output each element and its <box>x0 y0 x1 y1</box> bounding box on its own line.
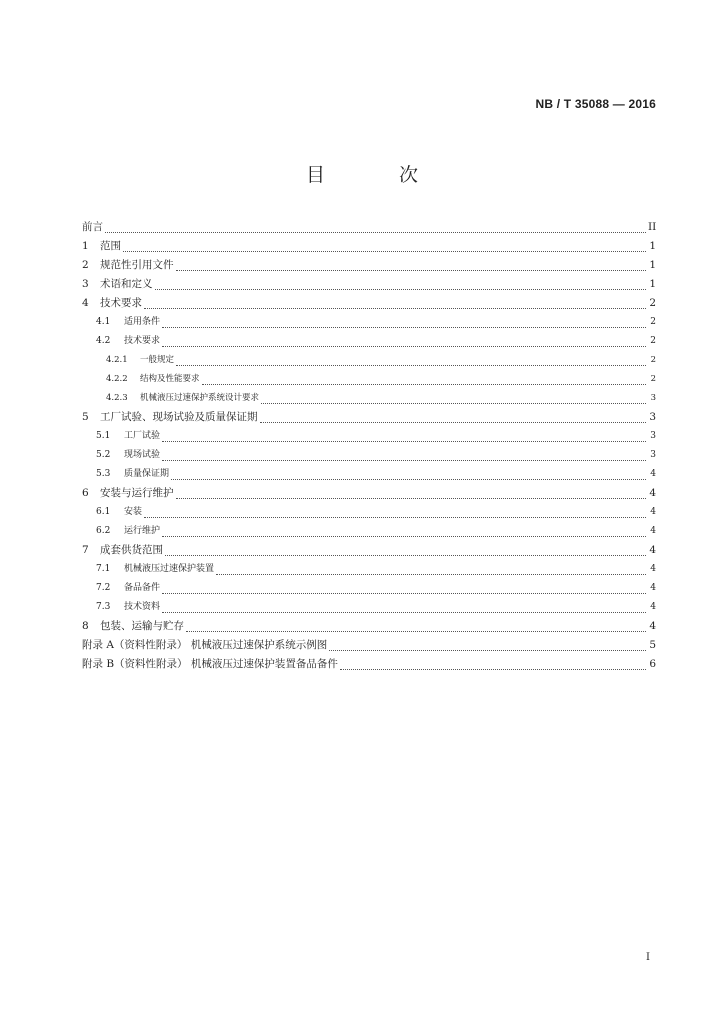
page-number: I <box>646 952 650 963</box>
toc-entry[interactable] <box>82 427 656 446</box>
toc-entry-page: 4 <box>649 620 656 632</box>
toc-leader-dots <box>155 286 647 290</box>
toc-entry-number: 6.1 <box>96 507 111 517</box>
toc-entry-page: 4 <box>650 507 656 517</box>
toc-leader-dots <box>216 571 646 575</box>
toc-entry[interactable] <box>82 655 656 674</box>
toc-entry-page: 2 <box>650 355 656 365</box>
toc-entry-page: 2 <box>649 297 656 309</box>
toc-leader-dots <box>123 248 646 252</box>
toc-entry-page: 1 <box>649 278 656 290</box>
toc-entry-title: 机械液压过速保护系统设计要求 <box>140 393 260 403</box>
toc-entry-title: 备品备件 <box>124 583 161 593</box>
toc-leader-dots <box>340 666 646 670</box>
toc-leader-dots <box>165 552 646 556</box>
toc-entry-title: 技术要求 <box>124 336 161 346</box>
toc-entry-number: 4.2.2 <box>106 374 128 384</box>
toc-leader-dots <box>162 590 646 594</box>
toc-leader-dots <box>162 343 646 347</box>
toc-leader-dots <box>171 476 646 480</box>
toc-leader-dots <box>176 267 647 271</box>
toc-leader-dots <box>144 514 646 518</box>
toc-entry-number: 7.1 <box>96 564 111 574</box>
toc-entry-page: 4 <box>650 602 656 612</box>
toc-entry-page: 3 <box>650 431 656 441</box>
toc-entry-number: 6.2 <box>96 526 111 536</box>
toc-entry[interactable] <box>82 579 656 598</box>
toc-entry-title: 安装 <box>124 507 143 517</box>
toc-entry-title: 技术资料 <box>124 602 161 612</box>
toc-leader-dots <box>202 381 646 385</box>
toc-leader-dots <box>261 400 646 404</box>
toc-entry-title: 现场试验 <box>124 450 161 460</box>
toc-entry[interactable] <box>82 218 656 237</box>
toc-leader-dots <box>162 609 646 613</box>
toc-entry-title: 附录 A（资料性附录） 机械液压过速保护系统示例图 <box>82 639 328 651</box>
toc-entry-title: 运行维护 <box>124 526 161 536</box>
toc-entry-title: 包装、运输与贮存 <box>100 620 184 632</box>
toc-entry-number: 3 <box>82 278 89 290</box>
toc-leader-dots <box>162 438 646 442</box>
toc-leader-dots <box>162 533 646 537</box>
toc-entry-number: 4.2 <box>96 336 111 346</box>
toc-entry[interactable] <box>82 465 656 484</box>
toc-entry[interactable] <box>82 541 656 560</box>
toc-entry-number: 4.1 <box>96 317 111 327</box>
toc-leader-dots <box>176 362 646 366</box>
toc-entry-page: 2 <box>650 336 656 346</box>
toc-entry-title: 适用条件 <box>124 317 161 327</box>
toc-entry-page: 4 <box>649 544 656 556</box>
toc-entry[interactable] <box>82 503 656 522</box>
toc-entry[interactable] <box>82 484 656 503</box>
toc-leader-dots <box>162 457 646 461</box>
toc-entry-page: 5 <box>649 639 656 651</box>
toc-entry[interactable] <box>82 275 656 294</box>
toc-entry-title: 规范性引用文件 <box>100 259 174 271</box>
toc-entry-number: 2 <box>82 259 89 271</box>
toc-entry-page: II <box>648 221 657 233</box>
toc-leader-dots <box>260 419 647 423</box>
toc-entry-number: 4.2.1 <box>106 355 128 365</box>
toc-entry-title: 结构及性能要求 <box>140 374 200 384</box>
toc-entry-page: 3 <box>650 450 656 460</box>
toc-entry-title: 质量保证期 <box>124 469 170 479</box>
toc-entry-number: 7.2 <box>96 583 111 593</box>
toc-entry[interactable] <box>82 598 656 617</box>
toc-entry-number: 8 <box>82 620 89 632</box>
page-title: 目 次 <box>305 164 453 186</box>
toc-leader-dots <box>186 628 646 632</box>
toc-entry[interactable] <box>82 294 656 313</box>
toc-entry-number: 7.3 <box>96 602 111 612</box>
toc-entry[interactable] <box>82 446 656 465</box>
toc-entry[interactable] <box>82 332 656 351</box>
toc-leader-dots <box>329 647 646 651</box>
toc-entry[interactable] <box>82 351 656 370</box>
toc-leader-dots <box>176 495 647 499</box>
toc-entry-title: 工厂试验、现场试验及质量保证期 <box>100 411 258 423</box>
toc-entry[interactable] <box>82 370 656 389</box>
toc-entry-page: 1 <box>649 259 656 271</box>
toc-entry-page: 4 <box>650 564 656 574</box>
toc-entry-number: 4.2.3 <box>106 393 128 403</box>
toc-entry-title: 机械液压过速保护装置 <box>124 564 215 574</box>
toc-entry-title: 技术要求 <box>100 297 142 309</box>
toc-entry-number: 1 <box>82 240 89 252</box>
toc-leader-dots <box>162 324 646 328</box>
toc-leader-dots <box>105 229 646 233</box>
toc-entry-page: 1 <box>649 240 656 252</box>
toc-entry[interactable] <box>82 256 656 275</box>
toc-entry-number: 4 <box>82 297 89 309</box>
toc-entry-title: 范围 <box>100 240 121 252</box>
toc-entry-page: 3 <box>650 393 656 403</box>
toc-entry-title: 前言 <box>82 221 103 233</box>
toc-entry-page: 3 <box>649 411 656 423</box>
standard-code: NB / T 35088 — 2016 <box>535 97 656 111</box>
toc-entry[interactable] <box>82 560 656 579</box>
toc-entry[interactable] <box>82 313 656 332</box>
toc-entry-page: 2 <box>650 374 656 384</box>
toc-entry[interactable] <box>82 408 656 427</box>
toc-entry-number: 5 <box>82 411 89 423</box>
toc-entry-number: 7 <box>82 544 89 556</box>
table-of-contents <box>82 218 656 674</box>
toc-entry-page: 4 <box>650 469 656 479</box>
toc-entry-number: 5.3 <box>96 469 111 479</box>
toc-entry[interactable] <box>82 522 656 541</box>
toc-entry-title: 附录 B（资料性附录） 机械液压过速保护装置备品备件 <box>82 658 338 670</box>
toc-entry-page: 4 <box>649 487 656 499</box>
toc-entry-title: 工厂试验 <box>124 431 161 441</box>
toc-entry-title: 安装与运行维护 <box>100 487 174 499</box>
toc-entry-number: 6 <box>82 487 89 499</box>
toc-entry-page: 4 <box>650 526 656 536</box>
toc-entry-title: 术语和定义 <box>100 278 153 290</box>
toc-entry[interactable] <box>82 617 656 636</box>
toc-entry-title: 成套供货范围 <box>100 544 163 556</box>
toc-leader-dots <box>144 305 646 309</box>
toc-entry-title: 一般规定 <box>140 355 175 365</box>
toc-entry-number: 5.1 <box>96 431 111 441</box>
toc-entry[interactable] <box>82 237 656 256</box>
toc-entry-page: 6 <box>649 658 656 670</box>
toc-entry-page: 4 <box>650 583 656 593</box>
toc-entry-number: 5.2 <box>96 450 111 460</box>
toc-entry[interactable] <box>82 636 656 655</box>
toc-entry[interactable] <box>82 389 656 408</box>
toc-entry-page: 2 <box>650 317 656 327</box>
